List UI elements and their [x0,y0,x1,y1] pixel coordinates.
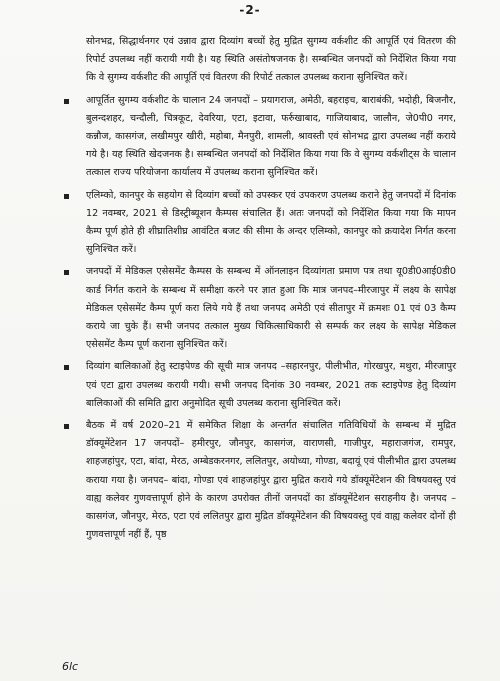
bullet-text: बैठक में वर्ष 2020–21 में समेकित शिक्षा के अन्तर्गत संचालित गतिविधियों के सम्बन्ध में मुद्रित डॉक्यूमेंटेशन 17 जनपदों– हमीरपुर, जौनपुर, कासगंज, वाराणसी, गाजीपुर, महाराजगंज, रामपुर, शाहजहांपुर, एटा, बांदा, मेरठ, अम्बेडकरनगर, ललितपुर, अयोध्या, गोण्डा, बदायूं एवं पीलीभीत द्वारा उपलब्ध कराया गया है। जनपद– बांदा, गोण्डा एवं शाहजहांपुर द्वारा मुद्रित कराये गये डॉक्यूमेंटेशन की विषयवस्तु एवं वाह्य कलेवर गुणवत्तापूर्ण होने के कारण उपरोक्त तीनों जनपदों का डॉक्यूमेंटेशन सराहनीय है। जनपद – कासगंज, जौनपुर, मेरठ, एटा एवं ललितपुर द्वारा मुद्रित डॉक्यूमेंटेशन की विषयवस्तु एवं वाह्य कलेवर दोनों ही गुणवत्तापूर्ण नहीं हैं, पृष्ठ [86,420,456,541]
bullet-item-medical-assessment [86,263,456,354]
page-number: -2- [239,3,261,17]
bullet-icon [64,424,69,429]
bullet-item-worksheet-challan [86,92,456,183]
bullet-icon [64,365,69,370]
bullet-text: दिव्यांग बालिकाओं हेतु स्टाइपेण्ड की सूची मात्र जनपद –सहारनपुर, पीलीभीत, गोरखपुर, मथुरा, मीरजापुर एवं एटा द्वारा उपलब्ध करायी गयी। सभी जनपद दिनांक 30 नवम्बर, 2021 तक स्टाइपेण्ड हेतु दिव्यांग बालिकाओं की समिति द्वारा अनुमोदित सूची उपलब्ध कराना सुनिश्चित करें। [86,361,456,409]
document-body [56,33,456,548]
bullet-icon [64,194,69,199]
bullet-icon [64,99,69,104]
bullet-text: आपूर्तित सुगम्य वर्कशीट के चालान 24 जनपदों – प्रयागराज, अमेठी, बहराइच, बाराबंकी, भदोही, बिजनौर, बुलन्दशहर, चन्दौली, चित्रकूट, देवरिया, एटा, इटावा, फर्रुखाबाद, गाजियाबाद, जालौन, जे0पी0 नगर, कन्नौज, कासगंज, लखीमपुर खीरी, महोबा, मैनपुरी, शामली, श्रावस्ती एवं सोनभद्र द्वारा उपलब्ध नहीं कराये गये है। यह स्थिति खेदजनक है। सम्बन्धित जनपदों को निर्देशित किया गया कि वे सुगम्य वर्कशीट्स के चालान तत्काल राज्य परियोजना कार्यालय में उपलब्ध कराना सुनिश्चित करें। [86,94,456,179]
handwritten-mark: 6lc [62,660,79,673]
bullet-item-stipend [86,358,456,413]
bullet-item-alimco [86,187,456,260]
bullet-text: जनपदों में मेडिकल एसेसमेंट कैम्पस के सम्बन्ध में ऑनलाइन दिव्यांगता प्रमाण पत्र तथा यू0डी0आई0डी0 कार्ड निर्गत कराने के सम्बन्ध में समीक्षा करने पर ज्ञात हुआ कि मात्र जनपद–मीरजापुर में लक्ष्य के सापेक्ष मेडिकल एसेसमेंट कैम्प पूर्ण करा लिये गये हैं तथा जनपद अमेठी एवं सीतापुर में क्रमशः 01 एवं 03 कैम्प कराये जा चुके हैं। सभी जनपद तत्काल मुख्य चिकित्साधिकारी से सम्पर्क कर लक्ष्य के सापेक्ष मेडिकल एसेसमेंट कैम्प पूर्ण कराना सुनिश्चित करें। [86,266,456,351]
paragraph-continued: सोनभद्र, सिद्धार्थनगर एवं उन्नाव द्वारा दिव्यांग बच्चों हेतु मुद्रित सुगम्य वर्कशीट की आपूर्ति एवं वितरण की रिपोर्ट उपलब्ध नहीं करायी गयी है। यह स्थिति असंतोषजनक है। सम्बन्धित जनपदों को निर्देशित किया गया कि वे सुगम्य वर्कशीट की आपूर्ति एवं वितरण की रिपोर्ट तत्काल उपलब्ध कराना सुनिश्चित करें। [86,36,456,84]
bullet-icon [64,270,69,275]
bullet-text: एलिम्को, कानपुर के सहयोग से दिव्यांग बच्चों को उपस्कर एवं उपकरण उपलब्ध कराने हेतु जनपदों में दिनांक 12 नवम्बर, 2021 से डिस्ट्रीब्यूशन कैम्पस संचालित हैं। अतः जनपदों को निर्देशित किया गया कि मापन कैम्प पूर्ण होते ही शीघ्रातिशीघ्र आवंटित बजट की सीमा के अन्दर एलिम्को, कानपुर को क्रयादेश निर्गत करना सुनिश्चित करें। [86,189,456,256]
bullet-item-documentation [86,417,456,544]
